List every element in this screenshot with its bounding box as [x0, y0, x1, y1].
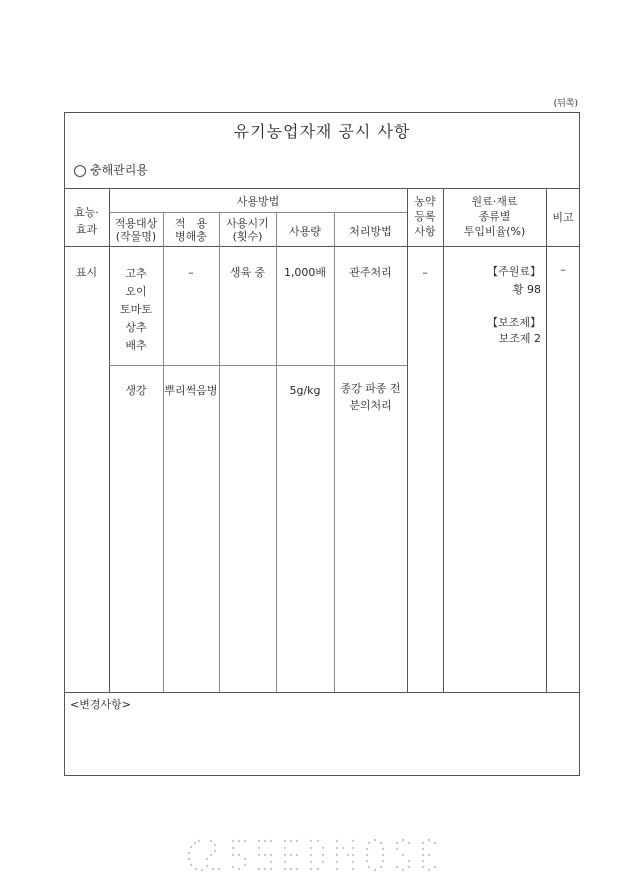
header-timing: 사용시기 (횟수): [226, 217, 269, 243]
circle-bullet-icon: [74, 165, 86, 177]
col-divider: [407, 188, 408, 692]
table-bottom-border: [64, 692, 580, 693]
side-label: (뒤쪽): [553, 99, 578, 109]
col-divider: [334, 212, 335, 692]
cell-effect: 표시: [75, 266, 98, 279]
cell-amount-1: 1,000배: [283, 266, 327, 279]
header-amount: 사용량: [289, 225, 321, 238]
cell-pest-2: 뿌리썩음병: [164, 384, 218, 397]
col-divider: [163, 212, 164, 692]
header-pest: 적 용 병해충: [174, 217, 208, 243]
header-pesticide-reg: 농약 등록 사항: [414, 195, 436, 238]
cell-amount-2: 5g/kg: [289, 384, 321, 397]
cell-crops-2: 생강: [125, 384, 147, 397]
dotted-stamp-icon: [185, 833, 445, 875]
ingredient-aux-label: 【보조제】: [487, 316, 541, 329]
document-title: 유기농업자재 공시 사항: [233, 122, 411, 141]
col-divider: [109, 188, 110, 692]
cell-pest-1: –: [188, 266, 194, 279]
cell-method-2: 종강 파종 전 분의처리: [340, 382, 401, 412]
table-top-border: [64, 188, 580, 189]
cell-pesticide-reg: –: [422, 266, 428, 279]
header-remarks: 비고: [552, 211, 574, 224]
row-divider: [109, 365, 407, 366]
header-method: 처리방법: [349, 225, 392, 238]
cell-remarks: –: [560, 263, 566, 276]
usage-group-divider: [109, 212, 407, 213]
cell-method-1: 관주처리: [349, 266, 392, 279]
col-divider: [276, 212, 277, 692]
changes-label: <변경사항>: [70, 698, 131, 711]
ingredient-main-label: 【주원료】: [487, 265, 541, 278]
header-bottom-border: [64, 246, 580, 247]
header-effect: 효능· 효과: [74, 206, 99, 236]
header-target-crop: 적용대상 (작물명): [114, 217, 158, 243]
col-divider: [219, 212, 220, 692]
cell-crops-1: 고추 오이 토마토 상추 배추: [120, 267, 152, 352]
ingredient-aux-value: 보조제 2: [498, 332, 541, 345]
header-ingredients: 원료·재료 종류별 투입비율(%): [463, 195, 526, 238]
ingredient-main-value: 황 98: [512, 283, 541, 296]
header-usage-group: 사용방법: [236, 195, 280, 208]
section-label: 충해관리용: [90, 163, 148, 177]
cell-timing: 생육 중: [229, 266, 266, 279]
